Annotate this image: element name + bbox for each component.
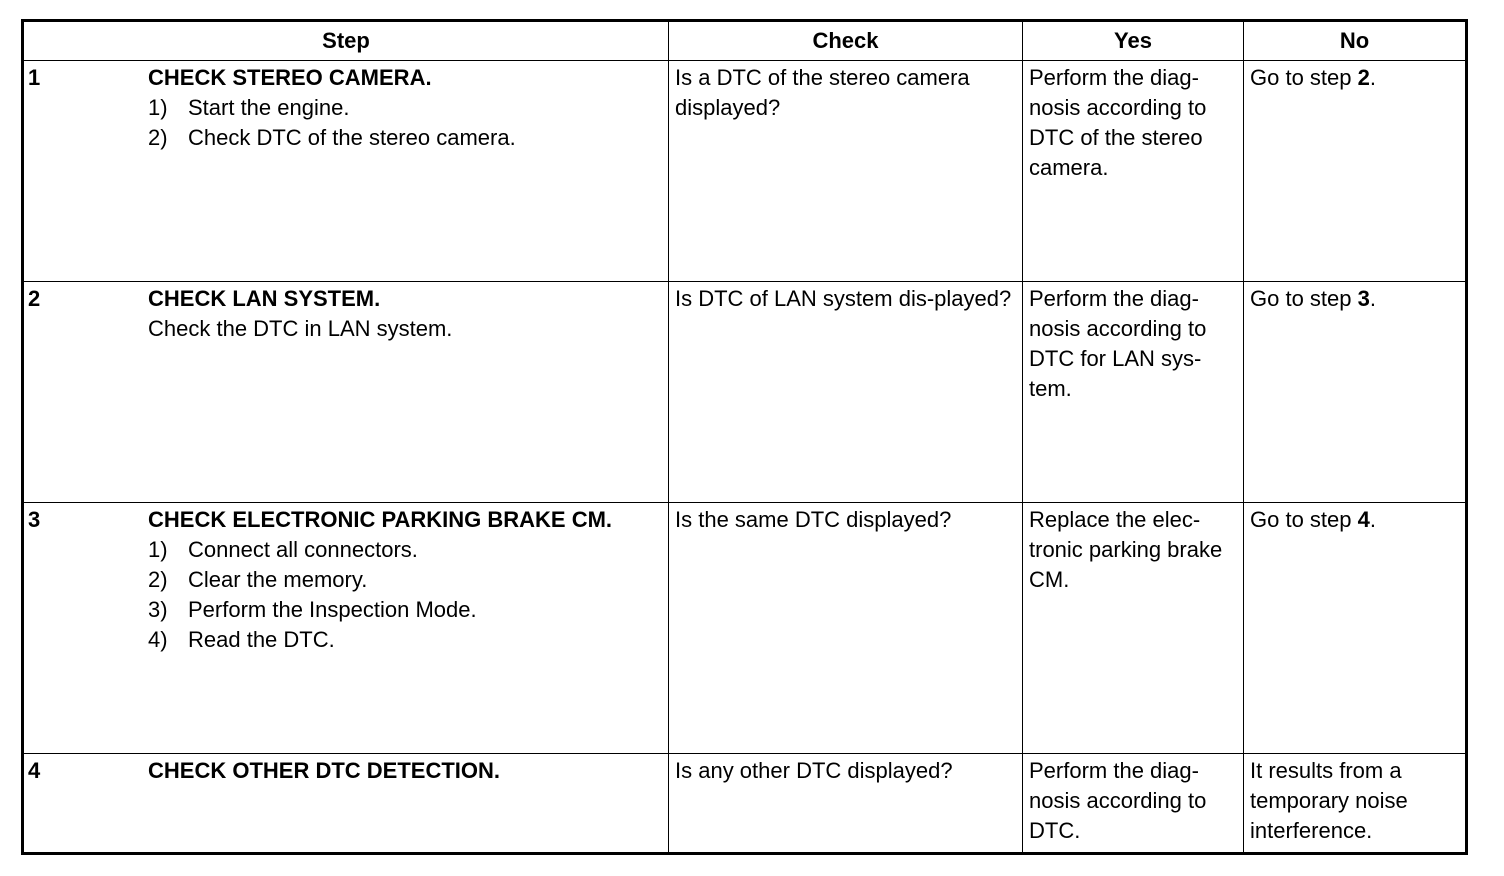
step-number: 4: [28, 758, 41, 783]
step-body: [148, 754, 660, 786]
substep-text: Check DTC of the stereo camera.: [188, 125, 516, 150]
substep: [148, 123, 660, 153]
substep: [148, 565, 660, 595]
table-row: [23, 282, 1467, 503]
diagnosis-table: [21, 19, 1468, 855]
substep: [148, 595, 660, 625]
header-yes: Yes: [1023, 21, 1244, 61]
header-step: Step: [23, 21, 669, 61]
step-cell: [23, 754, 669, 854]
check-cell: Is DTC of LAN system dis-played?: [669, 282, 1023, 503]
substep-number: 4): [148, 627, 168, 652]
substep-text: Connect all connectors.: [188, 537, 418, 562]
no-prefix: Go to step: [1250, 65, 1358, 90]
table-row: [23, 61, 1467, 282]
no-prefix: Go to step: [1250, 286, 1358, 311]
substep: [148, 625, 660, 655]
substep-text: Clear the memory.: [188, 567, 368, 592]
step-body: [148, 61, 660, 153]
no-suffix: .: [1369, 65, 1376, 90]
step-title: CHECK OTHER DTC DETECTION.: [148, 758, 500, 783]
step-note: Check the DTC in LAN system.: [148, 316, 453, 341]
substep-number: 3): [148, 597, 168, 622]
step-number: 1: [28, 65, 41, 90]
yes-cell: Perform the diag-nosis according to DTC for LAN sys-tem.: [1023, 282, 1244, 503]
no-prefix: Go to step: [1250, 507, 1358, 532]
step-cell: [23, 282, 669, 503]
substep-text: Read the DTC.: [188, 627, 335, 652]
no-cell: [1244, 503, 1467, 754]
no-suffix: .: [1369, 507, 1376, 532]
table-row: [23, 754, 1467, 854]
no-cell: [1244, 61, 1467, 282]
substep: [148, 93, 660, 123]
yes-cell: Replace the elec-tronic parking brake CM.: [1023, 503, 1244, 754]
step-cell: [23, 503, 669, 754]
header-no: No: [1244, 21, 1467, 61]
step-cell: [23, 61, 669, 282]
no-step-ref: 3: [1357, 286, 1370, 311]
step-title: CHECK STEREO CAMERA.: [148, 65, 432, 90]
check-cell: Is the same DTC displayed?: [669, 503, 1023, 754]
step-title: CHECK ELECTRONIC PARKING BRAKE CM.: [148, 507, 613, 532]
no-cell: It results from a temporary noise interference.: [1244, 754, 1467, 854]
step-body: [148, 503, 660, 655]
substep-text: Start the engine.: [188, 95, 350, 120]
no-suffix: .: [1369, 286, 1376, 311]
header-row: [23, 21, 1467, 61]
check-cell: Is any other DTC displayed?: [669, 754, 1023, 854]
substep-number: 1): [148, 537, 168, 562]
substep-text: Perform the Inspection Mode.: [188, 597, 477, 622]
check-cell: Is a DTC of the stereo camera displayed?: [669, 61, 1023, 282]
substep: [148, 535, 660, 565]
yes-cell: Perform the diag-nosis according to DTC of the stereo camera.: [1023, 61, 1244, 282]
no-step-ref: 2: [1357, 65, 1370, 90]
table-row: [23, 503, 1467, 754]
yes-cell: Perform the diag-nosis according to DTC.: [1023, 754, 1244, 854]
step-number: 2: [28, 286, 41, 311]
substep-number: 2): [148, 567, 168, 592]
no-step-ref: 4: [1357, 507, 1370, 532]
header-check: Check: [669, 21, 1023, 61]
step-title: CHECK LAN SYSTEM.: [148, 286, 381, 311]
step-number: 3: [28, 507, 41, 532]
no-cell: [1244, 282, 1467, 503]
substep-number: 1): [148, 95, 168, 120]
substep-number: 2): [148, 125, 168, 150]
step-body: [148, 282, 660, 344]
